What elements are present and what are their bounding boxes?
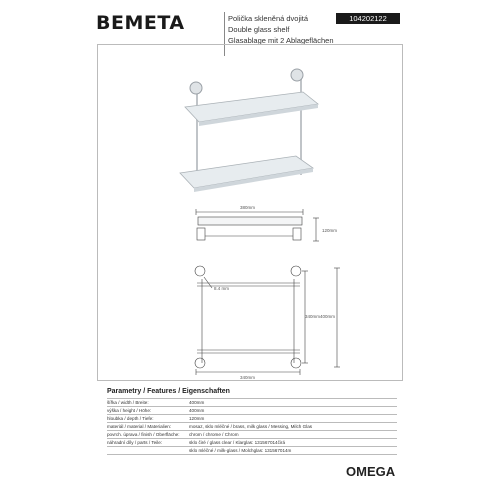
front-height-label: 340mm: [305, 314, 321, 319]
table-row: [107, 430, 397, 438]
shelf-photo: [180, 69, 318, 192]
total-height-label: 400mm: [320, 314, 336, 319]
top-width-label: 380mm: [240, 205, 256, 210]
parameters-title: Parametry / Features / Eigenschaften: [107, 388, 230, 395]
top-view: [196, 209, 319, 241]
param-value: sklo mléčné / milk-glass / Molchglas: 131567014m: [189, 448, 292, 453]
title-de: Glasablage mit 2 Ablageflächen: [228, 36, 334, 45]
parameters-table: [107, 388, 397, 455]
param-label: náhradní díly / parts / Teile:: [107, 440, 163, 445]
front-view: [195, 266, 340, 375]
param-label: povrch. úprava / finish / Oberfläche:: [107, 432, 180, 437]
param-value: mosaz, sklo mléčné / brass, milk glass / Messing, Milch Glas: [189, 424, 313, 429]
series-name: OMEGA: [346, 464, 396, 479]
table-row: [107, 422, 397, 430]
top-height-label: 120mm: [322, 228, 338, 233]
table-row: [107, 406, 397, 414]
param-label: výška / height / Höhe:: [107, 408, 152, 413]
table-row: [107, 438, 397, 446]
title-cz: Polička skleněná dvojitá: [228, 14, 309, 23]
param-label: materiál / material / Materialien:: [107, 424, 172, 429]
param-value: 400mm: [189, 400, 205, 405]
product-code: 104202122: [336, 13, 400, 24]
param-value: sklo čiré / glass clear / Klarglas: 131567014čirá: [189, 440, 286, 445]
title-en: Double glass shelf: [228, 25, 290, 34]
table-row: [107, 446, 397, 455]
brand-logo: BEMETA: [96, 12, 185, 34]
table-row: [107, 414, 397, 422]
param-label: hloubka / depth / Tiefe:: [107, 416, 154, 421]
param-label: šířka / width / Breite:: [107, 400, 149, 405]
front-width-label: 340mm: [240, 375, 256, 380]
param-value: 120mm: [189, 416, 205, 421]
param-value: 400mm: [189, 408, 205, 413]
param-label: [107, 447, 189, 454]
table-row: [107, 398, 397, 406]
param-value: chrom / chrome / Chrom: [189, 432, 239, 437]
hole-label: 8.4 mm: [214, 286, 230, 291]
